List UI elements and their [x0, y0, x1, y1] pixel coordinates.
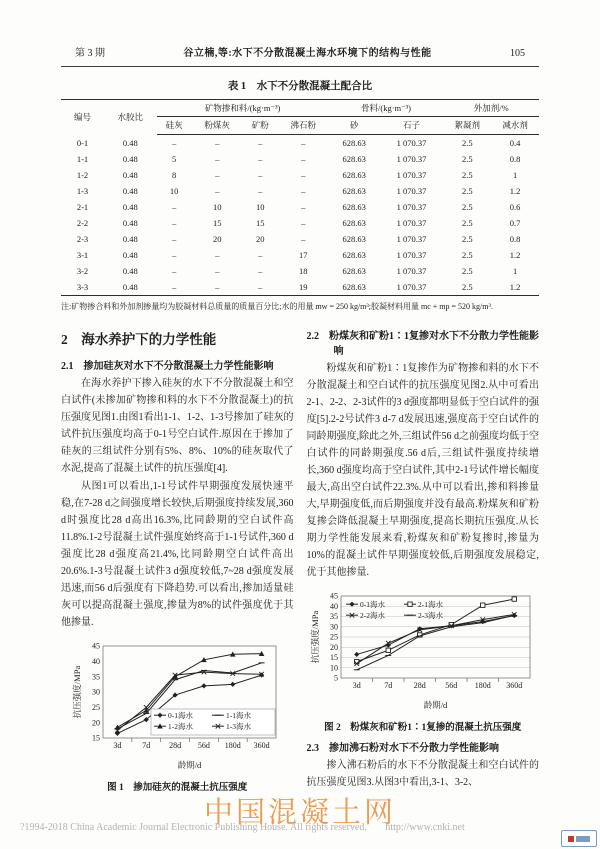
- table-cell: –: [172, 234, 177, 244]
- table-cell: 5: [172, 154, 177, 164]
- table-cell: –: [258, 138, 263, 148]
- svg-text:56d: 56d: [445, 681, 457, 690]
- figure-2-caption: 图 2 粉煤灰和矿粉1∶1复掺的混凝土抗压强度: [324, 723, 522, 733]
- table-row: [61, 151, 539, 167]
- svg-text:3d: 3d: [113, 741, 122, 750]
- two-column-body: [61, 324, 539, 799]
- table-cell: –: [301, 218, 306, 228]
- svg-text:龄期/d: 龄期/d: [177, 760, 202, 770]
- table-cell: –: [215, 170, 220, 180]
- col-header-id: 编号: [74, 112, 92, 123]
- table-cell: 0.48: [122, 186, 138, 196]
- table-cell: –: [301, 170, 306, 180]
- table-cell: –: [301, 138, 306, 148]
- svg-text:5: 5: [333, 673, 338, 683]
- table-cell: 628.63: [342, 250, 366, 260]
- col-header-sand: 砂: [329, 117, 380, 135]
- table-cell: 10: [169, 186, 179, 196]
- svg-text:10: 10: [329, 663, 338, 673]
- svg-text:2-2海水: 2-2海水: [359, 611, 385, 620]
- table-caption: 表 1 水下不分散混凝土配合比: [227, 81, 373, 92]
- svg-text:7d: 7d: [384, 681, 392, 690]
- table-cell: 10: [212, 202, 222, 212]
- table-cell: 628.63: [342, 186, 366, 196]
- table-cell: 1.2: [509, 186, 521, 196]
- table-cell: 1 070.37: [396, 218, 427, 228]
- table-cell: 628.63: [342, 154, 366, 164]
- svg-text:40: 40: [329, 601, 338, 611]
- svg-text:28d: 28d: [169, 741, 182, 750]
- table-cell: –: [172, 138, 177, 148]
- col-group-admixture: 外加剂/%: [443, 100, 539, 117]
- table-cell: 0.48: [122, 250, 138, 260]
- copyright-text: ?1994-2018 China Academic Journal Electronic Publishing House. All rights reserved.: [20, 822, 367, 833]
- table-cell: 3-2: [76, 266, 89, 276]
- svg-text:3d: 3d: [352, 681, 361, 690]
- svg-text:抗压强度/MPa: 抗压强度/MPa: [72, 665, 83, 719]
- svg-text:30: 30: [329, 622, 338, 632]
- table-cell: 2.5: [461, 234, 473, 244]
- table-row: [61, 183, 539, 199]
- figure-1: [61, 639, 294, 776]
- table-cell: –: [258, 266, 263, 276]
- table-cell: 2.5: [461, 138, 473, 148]
- table-cell: 1 070.37: [396, 202, 427, 212]
- table-row: [61, 231, 539, 247]
- svg-text:360d: 360d: [506, 681, 522, 690]
- table-cell: 0.4: [509, 138, 521, 148]
- mix-ratio-table: [61, 99, 539, 296]
- table-row: [61, 279, 539, 296]
- svg-text:20: 20: [92, 718, 101, 728]
- table-cell: 2.5: [461, 186, 473, 196]
- table-cell: –: [258, 282, 263, 292]
- running-title: 谷立楠,等:水下不分散混凝土海水环境下的结构与性能: [183, 48, 432, 59]
- cnki-logo-red-block: [568, 836, 574, 842]
- table-cell: 0.48: [122, 282, 138, 292]
- table-cell: 15: [212, 218, 222, 228]
- svg-text:0-1海水: 0-1海水: [359, 600, 385, 609]
- table-row: [61, 135, 539, 152]
- table-note: 注:矿物掺合料和外加剂掺量均为胶凝材料总质量的质量百分比;水的用量 mw = 250 kg/m³;胶凝材料用量 mc + mp = 520 kg/m³.: [61, 302, 493, 311]
- table-cell: 3-1: [76, 250, 89, 260]
- col-header-silica-fume: 硅灰: [157, 117, 192, 135]
- svg-text:25: 25: [329, 632, 338, 642]
- section-2-1-title: 2.1 掺加硅灰对水下不分散混凝土力学性能影响: [61, 361, 274, 372]
- right-column: [307, 324, 540, 799]
- table-cell: –: [172, 202, 177, 212]
- col-header-mineral-powder: 矿粉: [243, 117, 278, 135]
- table-cell: 1: [512, 170, 518, 180]
- table-cell: 1: [512, 266, 518, 276]
- table-cell: 1 070.37: [396, 234, 427, 244]
- table-cell: –: [301, 154, 306, 164]
- svg-text:15: 15: [329, 653, 338, 663]
- fig1-chart: [71, 639, 283, 771]
- svg-text:抗压强度/MPa: 抗压强度/MPa: [309, 610, 320, 664]
- table-row: [61, 215, 539, 231]
- table-cell: 1 070.37: [396, 266, 427, 276]
- svg-text:2-3海水: 2-3海水: [417, 611, 443, 620]
- table-cell: 2-3: [76, 234, 89, 244]
- table-head: [61, 100, 539, 135]
- table-cell: 2.5: [461, 202, 473, 212]
- issue-label: 第 3 期: [75, 48, 105, 59]
- table-cell: 2-1: [76, 202, 89, 212]
- col-header-flocculant: 絮凝剂: [443, 117, 491, 135]
- table-cell: –: [258, 170, 263, 180]
- table-cell: 0.48: [122, 266, 138, 276]
- table-cell: 2.5: [461, 282, 473, 292]
- svg-text:1-1海水: 1-1海水: [226, 711, 252, 720]
- page-content: [61, 44, 539, 799]
- table-cell: 17: [298, 250, 308, 260]
- section-2-3-paragraph-1: 掺入沸石粉后的水下不分散混凝土和空白试件的抗压强度见图3.从图3中看出,3-1、3-2、: [306, 760, 539, 788]
- svg-text:1-3海水: 1-3海水: [226, 722, 252, 731]
- copyright-line: [20, 822, 465, 833]
- table-cell: 0.8: [509, 234, 521, 244]
- table-cell: –: [258, 250, 263, 260]
- table-cell: –: [215, 154, 220, 164]
- svg-text:15: 15: [92, 733, 101, 743]
- table-cell: 1-3: [76, 186, 89, 196]
- svg-text:35: 35: [92, 672, 101, 682]
- table-cell: 1 070.37: [396, 170, 427, 180]
- table-cell: 20: [212, 234, 222, 244]
- table-cell: 2.5: [461, 250, 473, 260]
- table-cell: –: [301, 234, 306, 244]
- table-cell: 0-1: [76, 137, 89, 148]
- col-header-zeolite: 沸石粉: [278, 117, 329, 135]
- table-cell: 628.63: [342, 266, 366, 276]
- cnki-url-link[interactable]: http://www.cnki.net: [385, 822, 465, 833]
- figure-2: [307, 589, 540, 716]
- svg-text:360d: 360d: [253, 741, 270, 750]
- col-group-mineral: 矿物掺和料/(kg·m⁻³): [157, 100, 329, 117]
- svg-text:30: 30: [92, 687, 101, 697]
- table-cell: 2-2: [76, 218, 89, 228]
- table-cell: 0.48: [122, 170, 138, 180]
- left-column: [61, 324, 294, 799]
- table-cell: 628.63: [342, 234, 366, 244]
- svg-text:龄期/d: 龄期/d: [423, 700, 448, 710]
- svg-text:2-1海水: 2-1海水: [417, 600, 443, 609]
- table-cell: 628.63: [342, 202, 366, 212]
- table-cell: –: [258, 186, 263, 196]
- table-cell: 1 070.37: [396, 154, 427, 164]
- table-cell: 2.5: [461, 154, 473, 164]
- svg-text:25: 25: [92, 702, 101, 712]
- col-header-water-reducer: 减水剂: [491, 117, 539, 135]
- table-cell: –: [172, 218, 177, 228]
- svg-text:180d: 180d: [225, 741, 241, 750]
- table-cell: 0.48: [122, 154, 138, 164]
- svg-text:20: 20: [329, 642, 338, 652]
- svg-text:180d: 180d: [474, 681, 491, 690]
- table-cell: –: [258, 154, 263, 164]
- table-cell: 1-2: [76, 170, 89, 180]
- cnki-logo-blue-block: [576, 836, 590, 842]
- fig2-chart: [309, 589, 537, 711]
- table-cell: 18: [298, 266, 308, 276]
- table-cell: –: [215, 282, 220, 292]
- table-cell: 0.6: [509, 202, 521, 212]
- section-2-title: 2 海水养护下的力学性能: [61, 332, 217, 347]
- table-cell: 628.63: [342, 170, 366, 180]
- section-2-2-title: 2.2 粉煤灰和矿粉1∶1复掺对水下不分散力学性能影响: [306, 331, 539, 357]
- svg-text:7d: 7d: [142, 741, 151, 750]
- table-cell: –: [215, 138, 220, 148]
- table-cell: 2.5: [461, 170, 473, 180]
- svg-text:0-1海水: 0-1海水: [168, 711, 194, 720]
- table-cell: 15: [255, 218, 265, 228]
- table-cell: 20: [255, 234, 265, 244]
- table-cell: –: [172, 282, 177, 292]
- table-cell: 8: [172, 170, 177, 180]
- table-cell: 0.48: [122, 202, 138, 212]
- table-cell: 1-1: [76, 154, 89, 164]
- section-2-2-paragraph-1: 粉煤灰和矿粉1∶1复掺作为矿物掺和料的水下不分散混凝土和空白试件的抗压强度见图2.从中可看出2-1、2-2、2-3试件的3 d强度都明显低于空白试件的强度[5].2-2号试件3 d-7 d发展迅速,强度高于空白试件的同龄期强度,除此之外,三组试件56 d之前强度均低于空白试件的同龄期强度.56 d后,三组试件强度持续增长,360 d强度均高于空白试件,其中2-1号试件增长幅度最大,高出空白试件22.3%.从中可以看出,掺和料掺量大,早期强度低,而后期强度并没有最高.粉煤灰和矿粉复掺会降低混凝土早期强度,提高长期抗压强度.从长期力学性能发展来看,粉煤灰和矿粉复掺时,掺量为10%的混凝土试件早期强度较低,后期强度发展稳定,优于其他掺量.: [306, 363, 539, 578]
- table-body: [61, 135, 539, 296]
- section-2-1-paragraph-2: 从图1可以看出,1-1号试件早期强度发展快速平稳,在7-28 d之间强度增长较快,后期强度持续发展,360 d时强度比28 d高出16.3%,比同龄期的空白试件高11.8%.1-2号混凝土试件强度始终高于1-1号试件,360 d强度比28 d强度高21.4%,比同龄期空白试件高出20.6%.1-3号混凝土试件3 d强度较低,7~28 d强度发展迅速,而56 d后强度有下降趋势.可以看出,掺加适量硅灰可以提高混凝土强度,掺量为8%的试件强度优于其他掺量.: [61, 481, 294, 628]
- table-cell: 2.5: [461, 218, 473, 228]
- cnki-logo-icon: [561, 830, 597, 847]
- svg-text:1-2海水: 1-2海水: [168, 722, 194, 731]
- col-group-aggregate: 骨料/(kg·m⁻³): [329, 100, 444, 117]
- table-cell: –: [172, 266, 177, 276]
- table-cell: 3-3: [76, 282, 89, 292]
- table-cell: 1 070.37: [396, 138, 427, 148]
- table-cell: 10: [255, 202, 265, 212]
- table-cell: 0.48: [122, 137, 138, 148]
- table-cell: 628.63: [342, 282, 366, 292]
- table-cell: –: [172, 250, 177, 260]
- table-row: [61, 247, 539, 263]
- section-2-3-title: 2.3 掺加沸石粉对水下不分散力学性能影响: [306, 743, 499, 754]
- table-cell: 0.48: [122, 234, 138, 244]
- table-cell: 0.48: [122, 218, 138, 228]
- page-header: [61, 44, 539, 67]
- svg-text:40: 40: [92, 656, 101, 666]
- svg-text:45: 45: [92, 641, 101, 651]
- table-cell: –: [301, 202, 306, 212]
- page-number: 105: [510, 48, 525, 59]
- table-cell: 1 070.37: [396, 186, 427, 196]
- table-cell: 1 070.37: [396, 282, 427, 292]
- svg-text:45: 45: [329, 591, 338, 601]
- figure-1-caption: 图 1 掺加硅灰的混凝土抗压强度: [107, 783, 248, 793]
- table-cell: 628.63: [342, 218, 366, 228]
- table-cell: 19: [298, 282, 308, 292]
- svg-text:28d: 28d: [413, 681, 426, 690]
- table-cell: 628.63: [342, 138, 366, 148]
- table-cell: 1.2: [509, 282, 521, 292]
- table-row: [61, 263, 539, 279]
- table-cell: 0.8: [509, 154, 521, 164]
- table-cell: –: [301, 186, 306, 196]
- table-cell: –: [215, 266, 220, 276]
- table-cell: 1 070.37: [396, 250, 427, 260]
- cnki-watermark: 中国混凝土网: [203, 797, 396, 829]
- table-cell: 0.7: [509, 218, 521, 228]
- table-cell: 2.5: [461, 266, 473, 276]
- table-cell: –: [215, 186, 220, 196]
- col-header-fly-ash: 粉煤灰: [192, 117, 243, 135]
- svg-text:35: 35: [329, 612, 338, 622]
- col-header-stone: 石子: [380, 117, 444, 135]
- col-header-ratio: 水胶比: [117, 112, 144, 123]
- table-cell: 1.2: [509, 250, 521, 260]
- table-row: [61, 167, 539, 183]
- table-row: [61, 199, 539, 215]
- section-2-1-paragraph-1: 在海水养护下掺入硅灰的水下不分散混凝土和空白试件(未掺加矿物掺和料的水下不分散混凝土)的抗压强度见图1.由图1看出1-1、1-2、1-3号掺加了硅灰的试件抗压强度均高于0-1号空白试件.原因在于掺加了硅灰的三组试件分别有5%、8%、10%的硅灰取代了水泥,提高了混凝土试件的抗压强度[4].: [61, 378, 294, 474]
- table-cell: –: [215, 250, 220, 260]
- svg-text:56d: 56d: [198, 741, 211, 750]
